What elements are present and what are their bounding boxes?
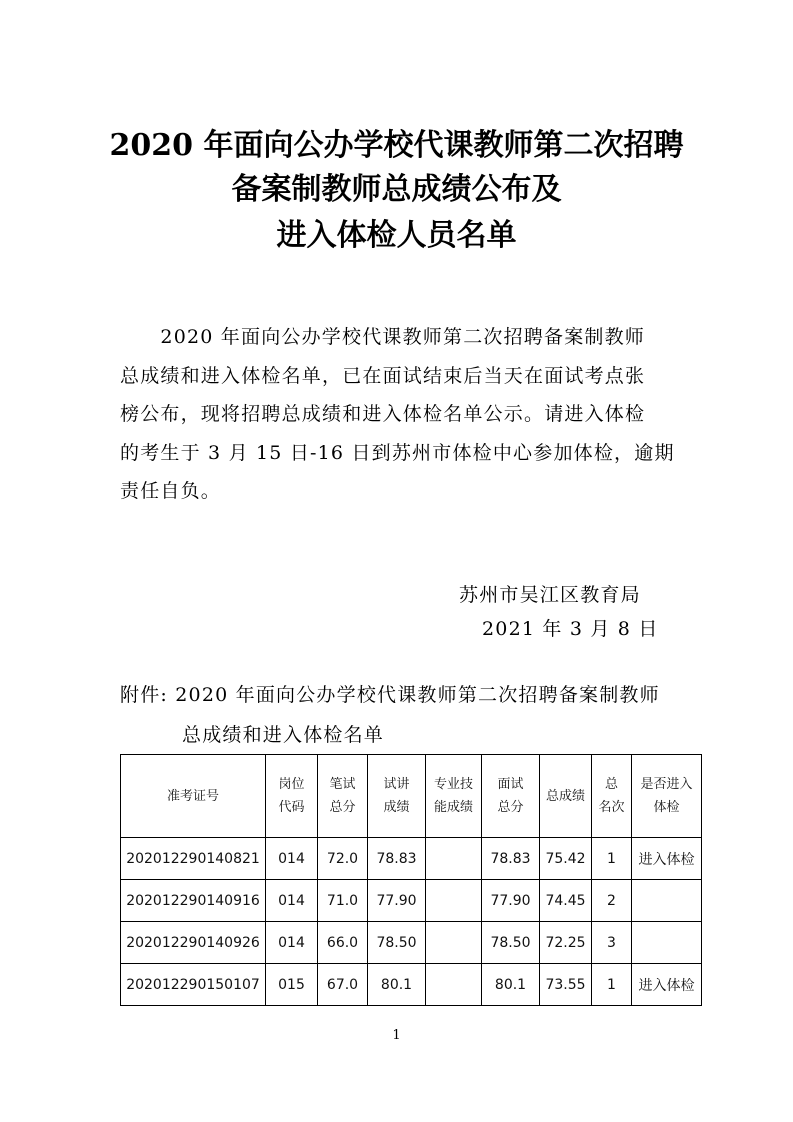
cell-lecture: 78.83 bbox=[368, 838, 426, 880]
cell-exam-id: 202012290140821 bbox=[121, 838, 266, 880]
cell-rank: 1 bbox=[592, 838, 632, 880]
cell-lecture: 80.1 bbox=[368, 964, 426, 1006]
doc-title-line-2: 备案制教师总成绩公布及 bbox=[231, 172, 562, 207]
header-interview: 面试 总分 bbox=[482, 755, 540, 838]
cell-interview: 80.1 bbox=[482, 964, 540, 1006]
signature-date: 2021 年 3 月 8 日 bbox=[482, 618, 659, 640]
table-row bbox=[121, 838, 702, 880]
cell-post-code: 014 bbox=[266, 838, 318, 880]
cell-written: 71.0 bbox=[318, 880, 368, 922]
cell-post-code: 015 bbox=[266, 964, 318, 1006]
cell-skill bbox=[426, 838, 482, 880]
table-row bbox=[121, 880, 702, 922]
notice-line: 榜公布，现将招聘总成绩和进入体检名单公示。请进入体检 bbox=[120, 403, 646, 425]
header-lecture: 试讲 成绩 bbox=[368, 755, 426, 838]
cell-written: 72.0 bbox=[318, 838, 368, 880]
cell-physical: 进入体检 bbox=[632, 838, 702, 880]
cell-physical bbox=[632, 922, 702, 964]
page-number: 1 bbox=[392, 1028, 401, 1043]
table-row bbox=[121, 922, 702, 964]
cell-written: 67.0 bbox=[318, 964, 368, 1006]
doc-title-line-3: 进入体检人员名单 bbox=[276, 218, 517, 253]
cell-post-code: 014 bbox=[266, 922, 318, 964]
doc-title-line-1: 2020 年面向公办学校代课教师第二次招聘 bbox=[109, 128, 684, 163]
cell-written: 66.0 bbox=[318, 922, 368, 964]
header-written: 笔试 总分 bbox=[318, 755, 368, 838]
cell-post-code: 014 bbox=[266, 880, 318, 922]
cell-total: 75.42 bbox=[540, 838, 592, 880]
header-total: 总成绩 bbox=[540, 755, 592, 838]
cell-total: 73.55 bbox=[540, 964, 592, 1006]
notice-paragraph bbox=[120, 318, 680, 511]
notice-line: 总成绩和进入体检名单，已在面试结束后当天在面试考点张 bbox=[120, 364, 646, 387]
cell-interview: 78.50 bbox=[482, 922, 540, 964]
signature-org: 苏州市吴江区教育局 bbox=[459, 584, 641, 606]
cell-rank: 2 bbox=[592, 880, 632, 922]
header-skill: 专业技 能成绩 bbox=[426, 755, 482, 838]
cell-interview: 78.83 bbox=[482, 838, 540, 880]
header-rank: 总 名次 bbox=[592, 755, 632, 838]
header-exam-id: 准考证号 bbox=[121, 755, 266, 838]
cell-exam-id: 202012290140926 bbox=[121, 922, 266, 964]
attachment-line-1: 附件: 2020 年面向公办学校代课教师第二次招聘备案制教师 bbox=[120, 684, 660, 706]
cell-lecture: 78.50 bbox=[368, 922, 426, 964]
table-header-row bbox=[121, 755, 702, 838]
header-post-code: 岗位 代码 bbox=[266, 755, 318, 838]
cell-rank: 3 bbox=[592, 922, 632, 964]
cell-total: 72.25 bbox=[540, 922, 592, 964]
header-physical: 是否进入 体检 bbox=[632, 755, 702, 838]
notice-line: 2020 年面向公办学校代课教师第二次招聘备案制教师 bbox=[120, 326, 645, 348]
cell-skill bbox=[426, 964, 482, 1006]
scores-table bbox=[120, 754, 702, 1006]
table-row bbox=[121, 964, 702, 1006]
cell-exam-id: 202012290150107 bbox=[121, 964, 266, 1006]
cell-interview: 77.90 bbox=[482, 880, 540, 922]
notice-line: 的考生于 3 月 15 日-16 日到苏州市体检中心参加体检，逾期 bbox=[120, 441, 675, 464]
attachment-line-2: 总成绩和进入体检名单 bbox=[182, 724, 385, 746]
cell-total: 74.45 bbox=[540, 880, 592, 922]
cell-physical bbox=[632, 880, 702, 922]
cell-rank: 1 bbox=[592, 964, 632, 1006]
cell-skill bbox=[426, 880, 482, 922]
cell-physical: 进入体检 bbox=[632, 964, 702, 1006]
cell-exam-id: 202012290140916 bbox=[121, 880, 266, 922]
cell-skill bbox=[426, 922, 482, 964]
notice-line: 责任自负。 bbox=[120, 480, 222, 502]
cell-lecture: 77.90 bbox=[368, 880, 426, 922]
